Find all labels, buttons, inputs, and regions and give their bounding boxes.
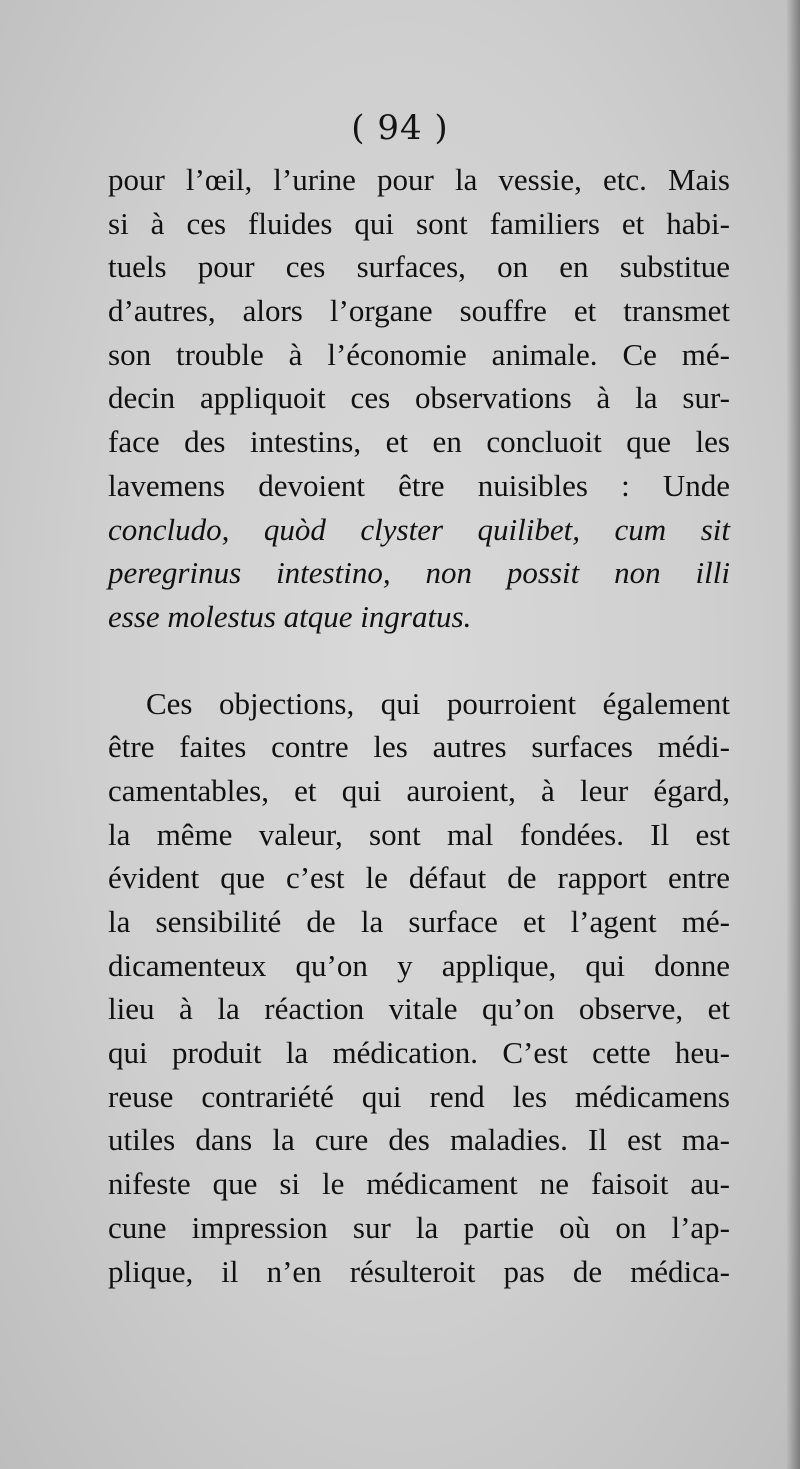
text-line: la même valeur, sont mal fondées. Il est <box>108 816 730 852</box>
text-line: plique, il n’en résulteroit pas de médica- <box>108 1253 730 1289</box>
text-line: d’autres, alors l’organe souffre et transmet <box>108 293 730 329</box>
text-line-latin: concludo, quòd clyster quilibet, cum sit <box>108 511 730 547</box>
text-line: la sensibilité de la surface et l’agent mé- <box>108 904 730 939</box>
text-line: pour l’œil, l’urine pour la vessie, etc. Mais <box>108 162 730 197</box>
text-line: camentables, et qui auroient, à leur égard, <box>108 772 730 808</box>
text-line: decin appliquoit ces observations à la sur- <box>108 380 730 416</box>
text-line: lieu à la réaction vitale qu’on observe, et <box>108 991 730 1027</box>
text-line: Ces objections, qui pourroient également <box>146 685 730 721</box>
text-line-latin: peregrinus intestino, non possit non illi <box>108 555 730 591</box>
text-line-latin: esse molestus atque ingratus. <box>108 598 472 634</box>
text-line: utiles dans la cure des maladies. Il est ma- <box>108 1122 730 1158</box>
paragraph-gap <box>108 639 730 682</box>
text-line: face des intestins, et en concluoit que les <box>108 424 730 460</box>
page-edge-shadow <box>786 0 800 1469</box>
body-text <box>108 158 730 1293</box>
text-line: cune impression sur la partie où on l’ap- <box>108 1209 730 1245</box>
text-line: être faites contre les autres surfaces médi- <box>108 729 730 765</box>
text-line: lavemens devoient être nuisibles : Unde <box>108 467 730 503</box>
text-line: tuels pour ces surfaces, on en substitue <box>108 249 730 285</box>
page-number: ( 94 ) <box>351 108 449 148</box>
text-line: son trouble à l’économie animale. Ce mé- <box>108 336 730 372</box>
text-line: reuse contrariété qui rend les médicamens <box>108 1078 730 1114</box>
text-line: dicamenteux qu’on y applique, qui donne <box>108 947 730 983</box>
text-line: évident que c’est le défaut de rapport entre <box>108 860 730 896</box>
text-line: nifeste que si le médicament ne faisoit au- <box>108 1166 730 1202</box>
text-line: si à ces fluides qui sont familiers et habi- <box>108 205 730 241</box>
text-line: qui produit la médication. C’est cette heu- <box>108 1035 730 1071</box>
